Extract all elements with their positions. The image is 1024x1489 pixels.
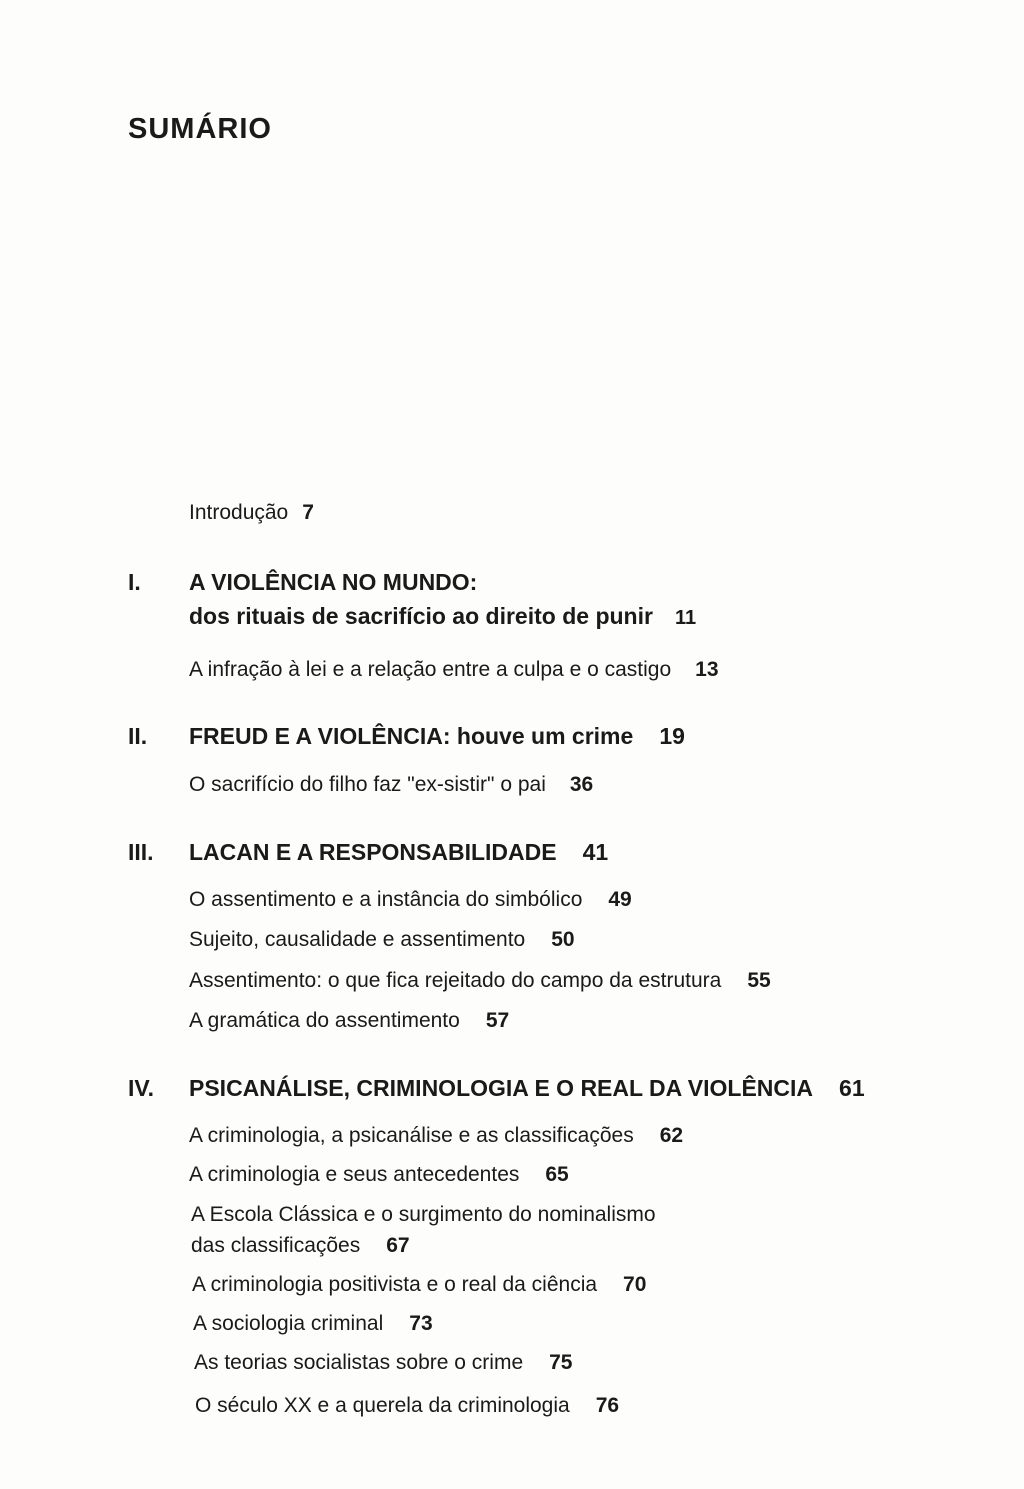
toc-entry-page: 62 <box>659 1124 684 1147</box>
toc-section-entry[interactable] <box>195 1392 619 1420</box>
toc-section-entry[interactable] <box>189 656 719 684</box>
toc-entry-label: das classificações <box>191 1234 361 1257</box>
toc-entry-page: 73 <box>409 1312 433 1335</box>
toc-entry-page: 50 <box>551 928 575 951</box>
chapter-title-line2[interactable] <box>189 602 696 632</box>
toc-section-entry[interactable] <box>189 926 575 954</box>
toc-entry-label: A Escola Clássica e o surgimento do nominalismo <box>191 1203 656 1226</box>
toc-section-entry-line1[interactable] <box>191 1201 656 1229</box>
toc-entry-label: Introdução <box>189 501 289 524</box>
toc-entry-label: O assentimento e a instância do simbólico <box>189 888 583 911</box>
toc-entry-label: O sacrifício do filho faz "ex-sistir" o pai <box>189 773 546 796</box>
toc-entry-label: O século XX e a querela da criminologia <box>195 1394 570 1417</box>
chapter-number: II. <box>128 723 148 749</box>
toc-entry-label: As teorias socialistas sobre o crime <box>194 1351 524 1374</box>
toc-entry-label: A gramática do assentimento <box>189 1009 460 1032</box>
chapter-title-text: FREUD E A VIOLÊNCIA: houve um crime <box>189 723 634 749</box>
toc-section-entry[interactable] <box>193 1310 433 1338</box>
chapter-title-line1[interactable] <box>189 568 477 596</box>
toc-section-entry-line2[interactable] <box>191 1232 410 1260</box>
toc-entry-page: 7 <box>302 501 314 524</box>
toc-entry-page: 13 <box>695 658 719 681</box>
toc-entry-label: Assentimento: o que fica rejeitado do campo da estrutura <box>189 969 722 992</box>
toc-section-entry[interactable] <box>189 1161 569 1189</box>
toc-entry-label: A sociologia criminal <box>193 1312 384 1335</box>
chapter-title-text: A VIOLÊNCIA NO MUNDO: <box>189 569 478 595</box>
toc-section-entry[interactable] <box>189 1007 509 1035</box>
chapter-title-text: PSICANÁLISE, CRIMINOLOGIA E O REAL DA VIOLÊNCIA <box>189 1075 814 1101</box>
toc-entry-label: A infração à lei e a relação entre a culpa e o castigo <box>189 658 672 681</box>
toc-entry-label: A criminologia e seus antecedentes <box>189 1163 520 1186</box>
toc-section-entry[interactable] <box>189 1122 683 1150</box>
toc-entry-page: 70 <box>623 1273 647 1296</box>
chapter-title[interactable] <box>189 1074 865 1102</box>
toc-entry-page: 67 <box>386 1234 410 1257</box>
toc-entry-page: 49 <box>608 888 632 911</box>
toc-entry-page: 57 <box>485 1009 510 1032</box>
toc-entry-page: 75 <box>549 1351 573 1374</box>
chapter-number: IV. <box>128 1075 155 1101</box>
chapter-number: III. <box>128 839 154 865</box>
chapter-page: 19 <box>659 723 685 749</box>
page-title: SUMÁRIO <box>128 113 272 145</box>
toc-section-entry[interactable] <box>194 1349 572 1377</box>
chapter-page: 61 <box>839 1075 865 1101</box>
toc-entry-label: A criminologia, a psicanálise e as classificações <box>189 1124 634 1147</box>
toc-entry-page: 36 <box>569 773 594 796</box>
chapter-title-text: LACAN E A RESPONSABILIDADE <box>189 839 557 865</box>
chapter-title[interactable] <box>189 722 685 750</box>
chapter-title-text: dos rituais de sacrifício ao direito de punir <box>189 603 653 629</box>
toc-entry-page: 76 <box>595 1394 620 1417</box>
chapter-title[interactable] <box>189 838 608 866</box>
toc-entry-page: 65 <box>545 1163 569 1186</box>
toc-entry-label: Sujeito, causalidade e assentimento <box>189 928 526 951</box>
toc-section-entry[interactable] <box>189 886 632 914</box>
toc-entry-page: 55 <box>747 969 771 992</box>
chapter-page: 41 <box>582 839 609 865</box>
toc-entry-introducao[interactable] <box>189 499 314 527</box>
toc-section-entry[interactable] <box>192 1271 646 1299</box>
toc-section-entry[interactable] <box>189 771 593 799</box>
chapter-page: 11 <box>674 607 697 629</box>
toc-entry-label: A criminologia positivista e o real da ciência <box>192 1273 598 1296</box>
chapter-number: I. <box>128 569 141 595</box>
toc-section-entry[interactable] <box>189 967 771 995</box>
